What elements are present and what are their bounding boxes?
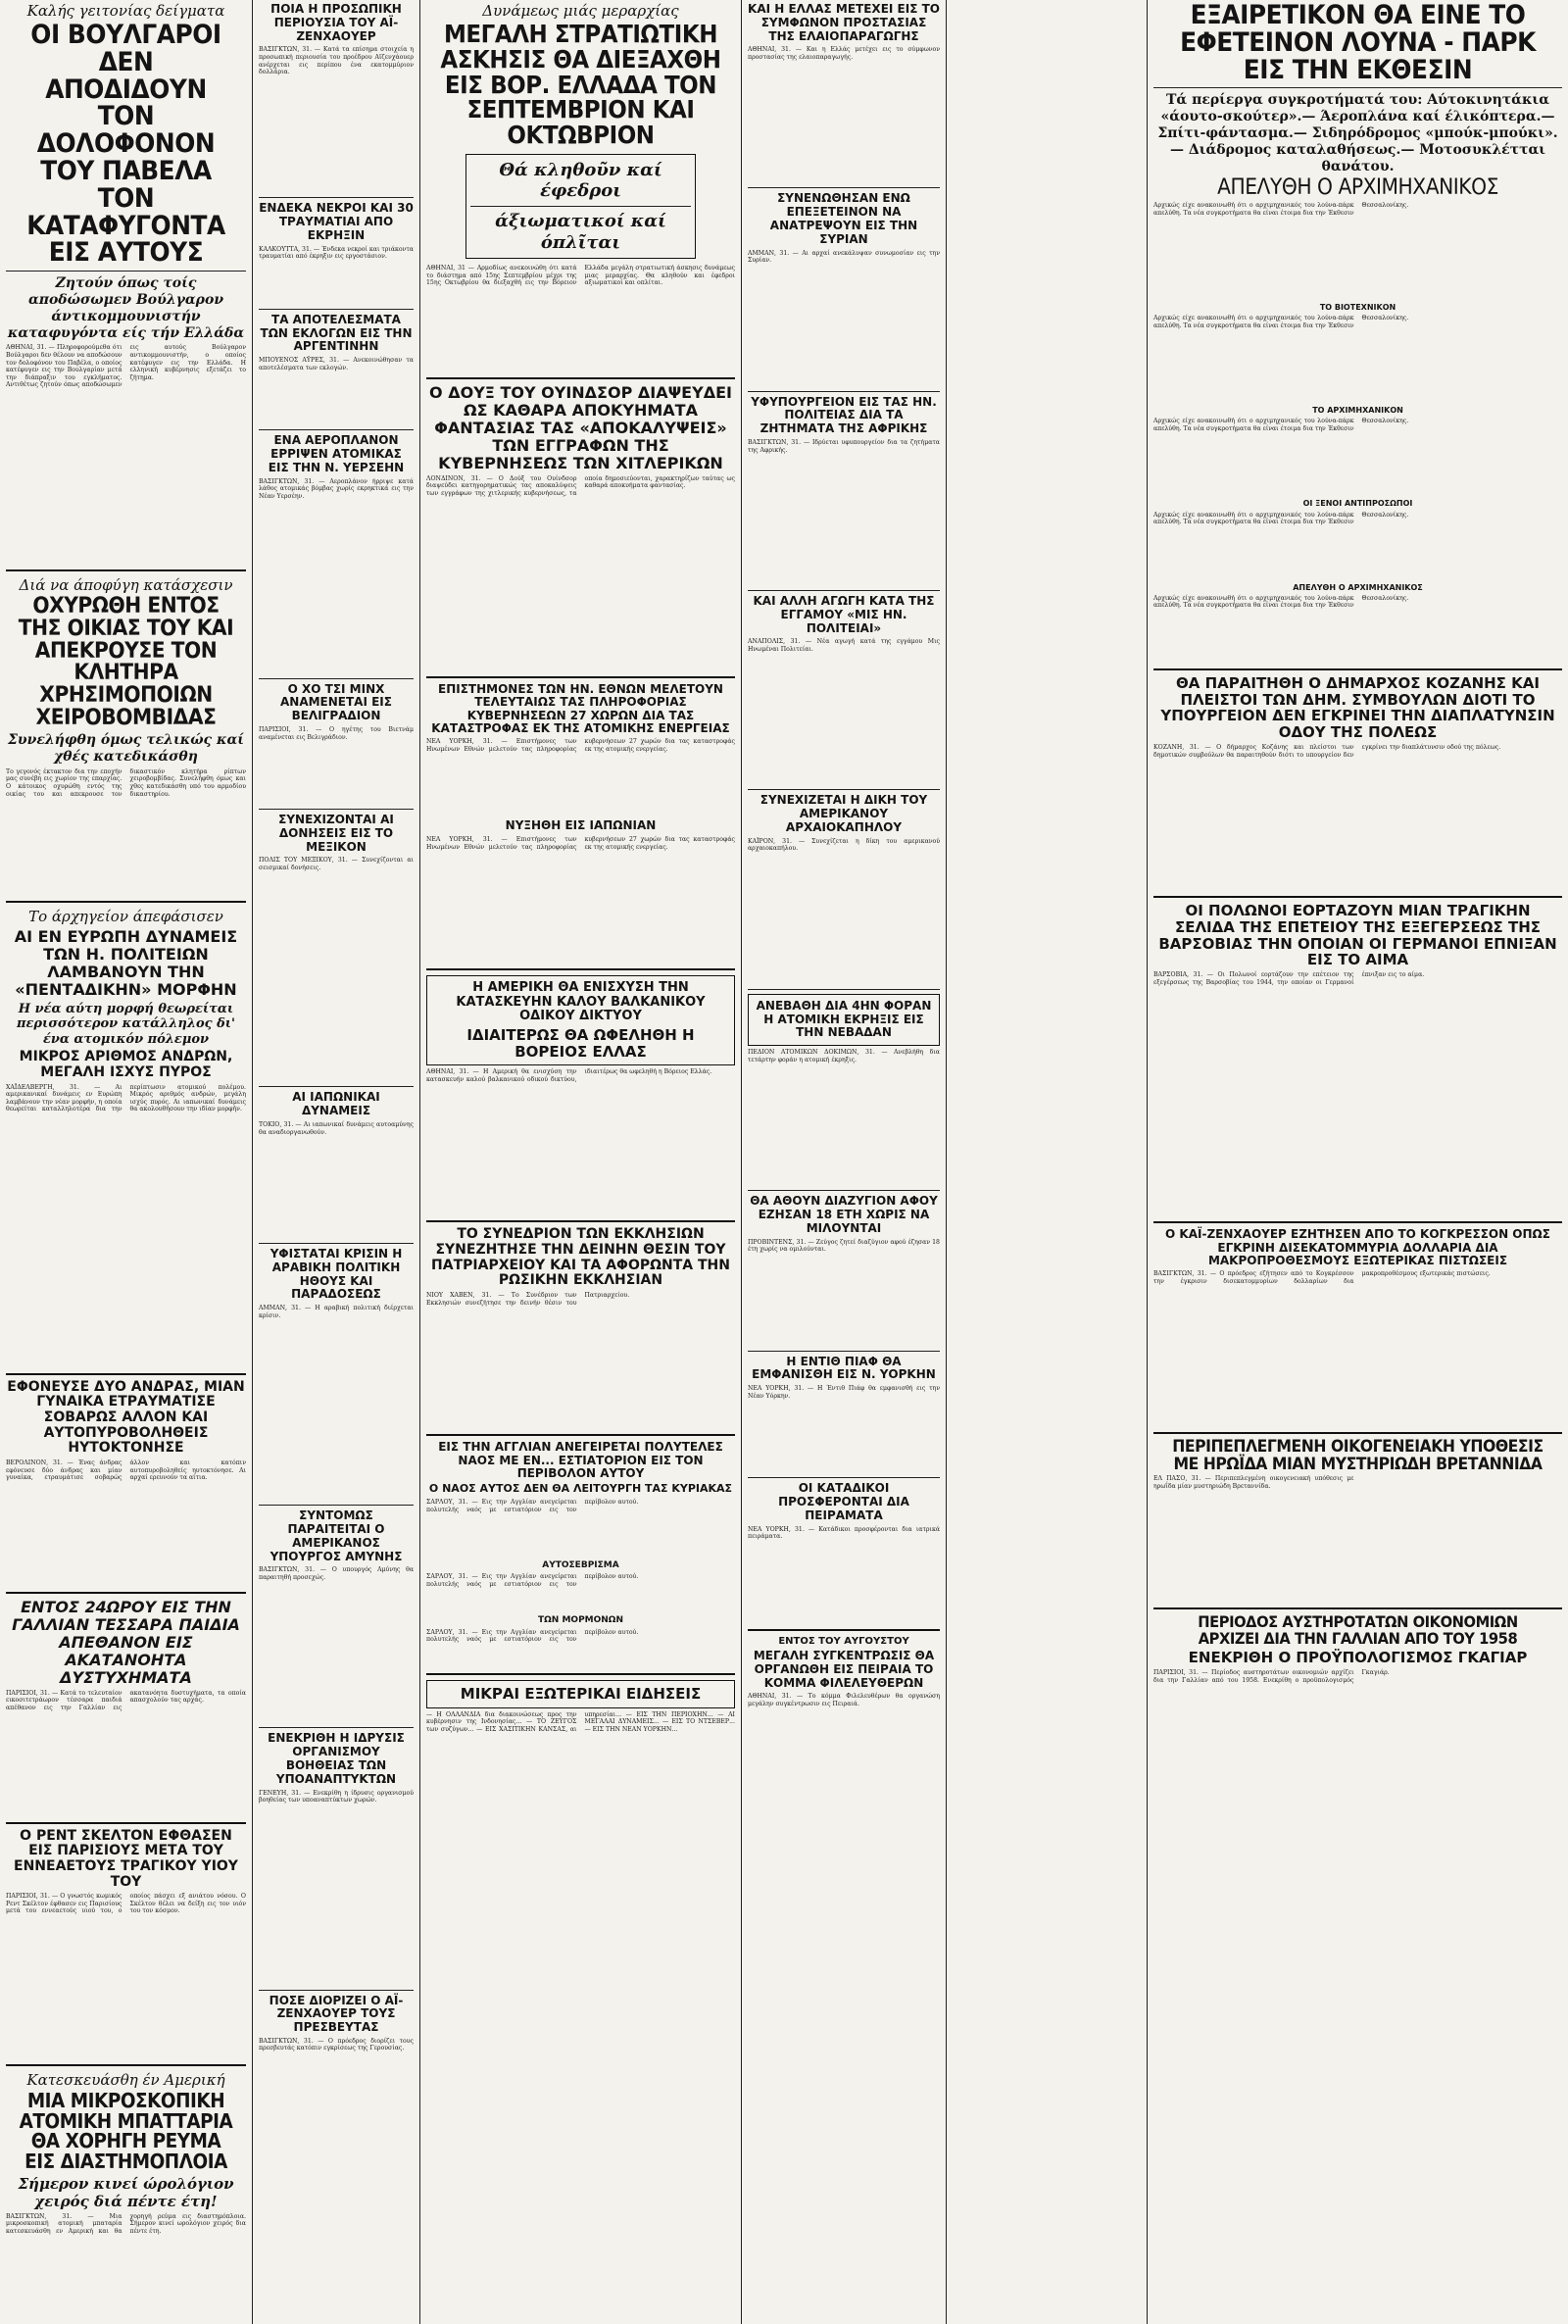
article-body: ΒΑΡΣΟΒΙΑ, 31. — Οι Πολωνοί εορτάζουν την επέτειον της εξεγέρσεως της Βαρσοβίας του 1944, την οποίαν οι Γερμανοί έπνιξαν εις το αίμα.	[1153, 971, 1425, 986]
headline-kozani-mayor: ΘΑ ΠΑΡΑΙΤΗΘΗ Ο ΔΗΜΑΡΧΟΣ ΚΟΖΑΝΗΣ ΚΑΙ ΠΛΕΙΣΤΟΙ ΤΩΝ ΔΗΜ. ΣΥΜΒΟΥΛΩΝ ΔΙΟΤΙ ΤΟ ΥΠΟΥΡΓΕΙΟΝ ΔΕΝ ΕΓΚΡΙΝΕΙ ΤΗΝ ΔΙΑΠΛΑΤΥΝΣΙΝ ΟΔΟΥ ΤΗΣ ΠΟΛΕΩΣ	[1160, 673, 1555, 742]
article-subhead: ΙΔΙΑΙΤΕΡΩΣ ΘΑ ΩΦΕΛΗΘΗ Η ΒΟΡΕΙΟΣ ΕΛΛΑΣ	[466, 1025, 695, 1061]
headline: ΚΑΙ ΑΛΛΗ ΑΓΩΓΗ ΚΑΤΑ ΤΗΣ ΕΓΓΑΜΟΥ «ΜΙΣ ΗΝ. ΠΟΛΙΤΕΙΑΙ»	[753, 593, 935, 635]
headline-france-children: ΕΝΤΟΣ 24ΩΡΟΥ ΕΙΣ ΤΗΝ ΓΑΛΛΙΑΝ ΤΕΣΣΑΡΑ ΠΑΙΔΙΑ ΑΠΕΘΑΝΟΝ ΕΙΣ ΑΚΑΤΑΝΟΗΤΑ ΔΥΣΤΥΧΗΜΑΤΑ	[12, 1598, 240, 1687]
article-body: ΒΑΣΙΓΚΤΩΝ, 31. — Κατά τα επίσημα στοιχεία η προσωπική περιουσία του προέδρου Αϊζενχάουερ ανέρχεται εις περίπου ένα εκατομμύριον δολλάρια.	[259, 46, 414, 76]
headline: Ο ΧΟ ΤΣΙ ΜΙΝΧ ΑΝΑΜΕΝΕΤΑΙ ΕΙΣ ΒΕΛΙΓΡΑΔΙΟΝ	[280, 681, 392, 723]
article-body: ΧΑΪΔΕΛΒΕΡΓΗ, 31. — Αι αμερικανικαί δυνάμεις εν Ευρώπη λαμβάνουν την νέαν μορφήν, η οποία θεωρείται καταλληλοτέρα δια την περίπτωσιν ατομικού πολέμου. Μικρός αριθμός ανδρών, μεγάλη ισχύς πυρός. Αι ιαπωνικαί δυνάμεις θα ακολουθήσουν την ιδίαν μορφήν.	[6, 1083, 246, 1113]
article-subhead: ΤΟ ΒΙΟΤΕΧΝΙΚΟΝ	[1319, 303, 1396, 313]
headline: ΕΝΕΚΡΙΘΗ Η ΙΔΡΥΣΙΣ ΟΡΓΑΝΙΣΜΟΥ ΒΟΗΘΕΙΑΣ ΤΩΝ ΥΠΟΑΝΑΠΤΥΚΤΩΝ	[268, 1731, 405, 1786]
article-body: ΑΘΗΝΑΙ, 31. — Η Αμερική θα ενισχύση την κατασκευήν καλού βαλκανικού οδικού δικτύου, ιδιαιτέρως θα ωφεληθή η Βόρειος Ελλάς.	[426, 1068, 712, 1084]
article-body: ΚΑΛΚΟΥΤΤΑ, 31. — Ένδεκα νεκροί και τριάκοντα τραυματίαι από έκρηξιν εις εργοστάσιον.	[259, 245, 414, 261]
headline-foreign-news: ΜΙΚΡΑΙ ΕΞΩΤΕΡΙΚΑΙ ΕΙΔΗΣΕΙΣ	[460, 1684, 702, 1703]
headline: ΑΙ ΙΑΠΩΝΙΚΑΙ ΔΥΝΑΜΕΙΣ	[292, 1090, 380, 1118]
headline-atomic-battery: ΜΙΑ ΜΙΚΡΟΣΚΟΠΙΚΗ ΑΤΟΜΙΚΗ ΜΠΑΤΤΑΡΙΑ ΘΑ ΧΟΡΗΓΗ ΡΕΥΜΑ ΕΙΣ ΔΙΑΣΤΗΜΟΠΛΟΙΑ	[19, 2089, 233, 2173]
article-subhead: ΝΥΞΗΘΗ ΕΙΣ ΙΑΠΩΝΙΑΝ	[505, 818, 657, 833]
article-body: Αρχικώς είχε ανακοινωθή ότι ο αρχιμηχανικός του λούνα-πάρκ απελύθη. Τα νέα συγκροτήματα θα είναι έτοιμα δια την Έκθεσιν Θεσσαλονίκης.	[1153, 594, 1409, 610]
article-subhead: ΟΙ ΞΕΝΟΙ ΑΝΤΙΠΡΟΣΩΠΟΙ	[1302, 499, 1413, 509]
headline-un-scientists: ΕΠΙΣΤΗΜΟΝΕΣ ΤΩΝ ΗΝ. ΕΘΝΩΝ ΜΕΛΕΤΟΥΝ ΤΕΛΕΥΤΑΙΩΣ ΤΑΣ ΠΛΗΡΟΦΟΡΙΑΣ ΚΥΒΕΡΝΗΣΕΩΝ 27 ΧΩΡΩΝ ΔΙΑ ΤΑΣ ΚΑΤΑΣΤΡΟΦΑΣ ΕΚ ΤΗΣ ΑΤΟΜΙΚΗΣ ΕΝΕΡΓΕΙΑΣ	[431, 681, 730, 735]
article-subhead: ΕΝΕΚΡΙΘΗ Ο ΠΡΟΫΠΟΛΟΓΙΣΜΟΣ ΓΚΑΓΙΑΡ	[1188, 1649, 1528, 1667]
article-subhead: ΤΩΝ ΜΟΡΜΟΝΩΝ	[538, 1615, 623, 1626]
article-body: ΠΑΡΙΣΙΟΙ, 31. — Περίοδος αυστηροτάτων οικονομιών αρχίζει δια την Γαλλίαν από του 1958. Ενεκρίθη ο προϋπολογισμός Γκαγιάρ.	[1153, 1669, 1390, 1684]
article-body: ΜΠΟΥΕΝΟΣ ΑΫΡΕΣ, 31. — Ανεκοινώθησαν τα αποτελέσματα των εκλογών.	[259, 357, 414, 371]
article-deck: Σήμερον κινεί ώρολόγιον χειρός διά πέντε έτη!	[18, 2174, 234, 2210]
headline: ΜΕΓΑΛΗ ΣΥΓΚΕΝΤΡΩΣΙΣ ΘΑ ΟΡΓΑΝΩΘΗ ΕΙΣ ΠΕΙΡΑΙΑ ΤΟ ΚΟΜΜΑ ΦΙΛΕΛΕΥΘΕΡΩΝ	[753, 1649, 935, 1690]
article-deck: Τά περίεργα συγκροτήματά του: Αύτοκινητάκια «άουτο-σκούτερ».— Άεροπλάνα καί έλικόπτερα.— Σπίτι-φάντασμα.— Σιδηρόδρομος «μπούκ-μπούκι».— Διάδρομος καταλαθήσεως.— Μοτοσυκλέτται θανάτου.	[1157, 92, 1558, 174]
article-body: ΣΑΡΛΟΥ, 31. — Εις την Αγγλίαν ανεγείρεται πολυτελής ναός με εστιατόριον εις τον περίβολον αυτού.	[426, 1628, 639, 1644]
headline: ΕΝΑ ΑΕΡΟΠΛΑΝΟΝ ΕΡΡΙΨΕΝ ΑΤΟΜΙΚΑΣ ΕΙΣ ΤΗΝ Ν. ΥΕΡΣΕΗΝ	[268, 433, 405, 474]
article-body: ΒΑΣΙΓΚΤΩΝ, 31. — Ο πρόεδρος διορίζει τους πρεσβευτάς κατόπιν εγκρίσεως της Γερουσίας.	[259, 2037, 414, 2052]
article-subhead: ΑΠΕΛΥΘΗ Ο ΑΡΧΙΜΗΧΑΝΙΚΟΣ	[1293, 582, 1423, 592]
headline-us-forces: ΑΙ ΕΝ ΕΥΡΩΠΗ ΔΥΝΑΜΕΙΣ ΤΩΝ Η. ΠΟΛΙΤΕΙΩΝ ΛΑΜΒΑΝΟΥΝ ΤΗΝ «ΠΕΝΤΑΔΙΚΗΝ» ΜΟΡΦΗΝ	[14, 926, 238, 999]
article-body: Αρχικώς είχε ανακοινωθή ότι ο αρχιμηχανικός του λούνα-πάρκ απελύθη. Τα νέα συγκροτήματα θα είναι έτοιμα δια την Έκθεσιν Θεσσαλονίκης.	[1153, 418, 1409, 432]
headline: ΤΑ ΑΠΟΤΕΛΕΣΜΑΤΑ ΤΩΝ ΕΚΛΟΓΩΝ ΕΙΣ ΤΗΝ ΑΡΓΕΝΤΙΝΗΝ	[260, 312, 413, 354]
article-body: Το γεγονός έκτακτον δια την εποχήν μας συνέβη εις χωρίον της επαρχίας. Ο κάτοικος οχυρώθη εντός της οικίας του και απεκρουσε τον δικαστικόν κλητήρα ρίπτων χειροβομβίδας. Συνελήφθη όμως και χθες κατεδικάσθη υπό του αρμοδίου δικαστηρίου.	[6, 767, 246, 798]
headline: ΥΦΥΠΟΥΡΓΕΙΟΝ ΕΙΣ ΤΑΣ ΗΝ. ΠΟΛΙΤΕΙΑΣ ΔΙΑ ΤΑ ΖΗΤΗΜΑΤΑ ΤΗΣ ΑΦΡΙΚΗΣ	[751, 394, 937, 436]
column-3	[420, 0, 741, 2324]
headline: ΣΥΝΕΧΙΖΟΝΤΑΙ ΑΙ ΔΟΝΗΣΕΙΣ ΕΙΣ ΤΟ ΜΕΞΙΚΟΝ	[278, 812, 394, 854]
headline: ΚΑΙ Η ΕΛΛΑΣ ΜΕΤΕΧΕΙ ΕΙΣ ΤΟ ΣΥΜΦΩΝΟΝ ΠΡΟΣΤΑΣΙΑΣ ΤΗΣ ΕΛΑΙΟΠΑΡΑΓΩΓΗΣ	[748, 2, 940, 43]
headline-family-case: ΠΕΡΙΠΕΠΛΕΓΜΕΝΗ ΟΙΚΟΓΕΝΕΙΑΚΗ ΥΠΟΘΕΣΙΣ ΜΕ ΗΡΩΪΔΑ ΜΙΑΝ ΜΥΣΤΗΡΙΩΔΗ ΒΡΕΤΑΝΝΙΔΑ	[1172, 1437, 1544, 1474]
headline-church-restaurant: ΕΙΣ ΤΗΝ ΑΓΓΛΙΑΝ ΑΝΕΓΕΙΡΕΤΑΙ ΠΟΛΥΤΕΛΕΣ ΝΑΟΣ ΜΕ ΕΝ... ΕΣΤΙΑΤΟΡΙΟΝ ΕΙΣ ΤΟΝ ΠΕΡΙΒΟΛΟΝ ΑΥΤΟΥ	[438, 1440, 723, 1480]
article-body: — Η ΟΛΛΑΝΔΙΑ δια διακοινώσεως προς την κυβέρνησιν της Ινδονησίας... — ΤΟ ΖΕΥΓΟΣ των συζύγων... — ΕΙΣ ΧΑΣΙΤΙΚΗΝ ΚΑΝΣΑΣ, αι υπηρεσίαι... — ΕΙΣ ΤΗΝ ΠΕΡΙΟΧΗΝ... — ΑΙ ΜΕΓΑΛΑΙ ΔΥΝΑΜΕΙΣ... — ΕΙΣ ΤΟ ΝΤΣΕΒΕΡ... — ΕΙΣ ΤΗΝ ΝΕΑΝ ΥΟΡΚΗΝ...	[426, 1710, 735, 1733]
article-body: ΠΕΔΙΟΝ ΑΤΟΜΙΚΩΝ ΔΟΚΙΜΩΝ, 31. — Ανεβλήθη δια τετάρτην φοράν η ατομική έκρηξις.	[748, 1049, 940, 1063]
headline: ΕΝΔΕΚΑ ΝΕΚΡΟΙ ΚΑΙ 30 ΤΡΑΥΜΑΤΙΑΙ ΑΠΟ ΕΚΡΗΞΙΝ	[259, 201, 414, 242]
article-body: ΣΑΡΛΟΥ, 31. — Εις την Αγγλίαν ανεγείρεται πολυτελής ναός με εστιατόριον εις τον περίβολον αυτού.	[426, 1573, 639, 1589]
article-body: ΠΟΛΙΣ ΤΟΥ ΜΕΞΙΚΟΥ, 31. — Συνεχίζονται αι σεισμικαί δονήσεις.	[259, 857, 414, 871]
headline-france-economies: ΠΕΡΙΟΔΟΣ ΑΥΣΤΗΡΟΤΑΤΩΝ ΟΙΚΟΝΟΜΙΩΝ ΑΡΧΙΖΕΙ ΔΙΑ ΤΗΝ ΓΑΛΛΙΑΝ ΑΠΟ ΤΟΥ 1958	[1198, 1612, 1518, 1648]
article-body: ΝΕΑ ΥΟΡΚΗ, 31. — Επιστήμονες των Ηνωμένων Εθνών μελετούν τας πληροφορίας κυβερνήσεων 27 χωρών δια τας καταστροφάς εκ της ατομικής ενεργείας.	[426, 836, 735, 851]
headline: ΟΙ ΚΑΤΑΔΙΚΟΙ ΠΡΟΣΦΕΡΟΝΤΑΙ ΔΙΑ ΠΕΙΡΑΜΑΤΑ	[778, 1481, 909, 1522]
article-body: ΝΕΑ ΥΟΡΚΗ, 31. — Επιστήμονες των Ηνωμένων Εθνών μελετούν τας πληροφορίας κυβερνήσεων 27 χωρών δια τας καταστροφάς εκ της ατομικής ενεργείας.	[426, 738, 735, 753]
article-body: ΠΑΡΙΣΙΟΙ, 31. — Κατά το τελευταίον εικοσιτετράωρον τέσσαρα παιδιά απέθανον εις την Γαλλίαν εις ακατανόητα δυστυχήματα, τα οποία απασχολούν τας αρχάς.	[6, 1689, 246, 1711]
headline: ΠΟΣΕ ΔΙΟΡΙΖΕΙ Ο ΑΪ-ΖΕΝΧΑΟΥΕΡ ΤΟΥΣ ΠΡΕΣΒΕΥΤΑΣ	[269, 1993, 404, 2035]
article-body: ΓΕΝΕΥΗ, 31. — Ενεκρίθη η ίδρυσις οργανισμού βοηθείας των υποαναπτύκτων χωρών.	[259, 1789, 414, 1805]
article-body: ΑΘΗΝΑΙ, 31. — Πληροφορούμεθα ότι Βούλγαροι δεν θέλουν να αποδώσουν τον δολοφόνον του Παβέλα, ο οποίος κατέφυγεν εις την Βουλγαρίαν μετά την διάπραξιν του εγκλήματος. Αντιθέτως ζητούν όπως αποδώσωμεν εις αυτούς Βούλγαρον αντικομμουνιστήν, ο οποίος κατέφυγεν εις την Ελλάδα. Η ελληνική κυβέρνησις εξετάζει το ζήτημα.	[6, 344, 246, 389]
article-body: ΑΜΜΑΝ, 31. — Η αραβική πολιτική διέρχεται κρίσιν.	[259, 1305, 414, 1319]
headline-luna-park: ΕΞΑΙΡΕΤΙΚΟΝ ΘΑ ΕΙΝΕ ΤΟ ΕΦΕΤΕΙΝΟΝ ΛΟΥΝΑ - ΠΑΡΚ ΕΙΣ ΤΗΝ ΕΚΘΕΣΙΝ	[1180, 0, 1536, 85]
article-body: ΒΑΣΙΓΚΤΩΝ, 31. — Αεροπλάνον ήρριψε κατά λάθος ατομικάς βόμβας χωρίς εκρηκτικά εις την Νέαν Υερσέην.	[259, 477, 414, 500]
headline: ΑΝΕΒΑΘΗ ΔΙΑ 4ΗΝ ΦΟΡΑΝ Η ΑΤΟΜΙΚΗ ΕΚΡΗΞΙΣ ΕΙΣ ΤΗΝ ΝΕΒΑΔΑΝ	[756, 998, 932, 1040]
headline-eisenhower-congress: Ο ΚΑΪ-ΖΕΝΧΑΟΥΕΡ ΕΖΗΤΗΣΕΝ ΑΠΟ ΤΟ ΚΟΓΚΡΕΣΣΟΝ ΟΠΩΣ ΕΓΚΡΙΝΗ ΔΙΣΕΚΑΤΟΜΜΥΡΙΑ ΔΟΛΛΑΡΙΑ ΔΙΑ ΜΑΚΡΟΠΡΟΘΕΣΜΟΥΣ ΕΞΩΤΕΡΙΚΑΣ ΠΙΣΤΩΣΕΙΣ	[1165, 1227, 1550, 1268]
article-deck: άξιωματικοί καί όπλῖται	[495, 210, 666, 253]
article-deck: Η νέα αύτη μορφή θεωρείται περισσότερον κατάλληλος δι' ένα ατομικόν πόλεμον	[16, 1001, 236, 1047]
column-2	[253, 0, 419, 2324]
headline-churches-congress: ΤΟ ΣΥΝΕΔΡΙΟΝ ΤΩΝ ΕΚΚΛΗΣΙΩΝ ΣΥΝΕΖΗΤΗΣΕ ΤΗΝ ΔΕΙΝΗΝ ΘΕΣΙΝ ΤΟΥ ΠΑΤΡΙΑΡΧΕΙΟΥ ΚΑΙ ΤΑ ΑΦΟΡΩΝΤΑ ΤΗΝ ΡΩΣΙΚΗΝ ΕΚΚΛΗΣΙΑΝ	[431, 1226, 730, 1289]
article-body: Αρχικώς είχε ανακοινωθή ότι ο αρχιμηχανικός του λούνα-πάρκ απελύθη. Τα νέα συγκροτήματα θα είναι έτοιμα δια την Έκθεσιν Θεσσαλονίκης.	[1153, 511, 1409, 526]
article-body: ΒΑΣΙΓΚΤΩΝ, 31. — Ο υπουργός Αμύνης θα παραιτηθή προσεχώς.	[259, 1566, 414, 1581]
article-body: ΠΑΡΙΣΙΟΙ, 31. — Ο ηγέτης του Βιετνάμ αναμένεται εις Βελιγράδιον.	[259, 725, 414, 741]
headline: ΣΥΝΕΧΙΖΕΤΑΙ Η ΔΙΚΗ ΤΟΥ ΑΜΕΡΙΚΑΝΟΥ ΑΡΧΑΙΟΚΑΠΗΛΟΥ	[760, 793, 928, 834]
article-subhead: ΜΙΚΡΟΣ ΑΡΙΘΜΟΣ ΑΝΔΡΩΝ, ΜΕΓΑΛΗ ΙΣΧΥΣ ΠΥΡΟΣ	[19, 1049, 233, 1080]
article-body: ΕΛ ΠΑΣΟ, 31. — Περιπεπλεγμένη οικογενειακή υπόθεσις με ηρωΐδα μίαν μυστηριώδη Βρεταννίδα.	[1153, 1475, 1354, 1491]
article-body: ΝΕΑ ΥΟΡΚΗ, 31. — Η Έντιθ Πιάφ θα εμφανισθή εις την Νέαν Υόρκην.	[748, 1385, 940, 1400]
headline-murders: ΕΦΟΝΕΥΣΕ ΔΥΟ ΑΝΔΡΑΣ, ΜΙΑΝ ΓΥΝΑΙΚΑ ΕΤΡΑΥΜΑΤΙΣΕ ΣΟΒΑΡΩΣ ΑΛΛΟΝ ΚΑΙ ΑΥΤΟΠΥΡΟΒΟΛΗΘΕΙΣ ΗΥΤΟΚΤΟΝΗΣΕ	[7, 1378, 245, 1457]
headline-bulgarians: ΟΙ ΒΟΥΛΓΑΡΟΙ ΔΕΝ ΑΠΟΔΙΔΟΥΝ ΤΟΝ ΔΟΛΟΦΟΝΟΝ ΤΟΥ ΠΑΒΕΛΑ ΤΟΝ ΚΑΤΑΦΥΓΟΝΤΑ ΕΙΣ ΑΥΤΟΥΣ	[26, 20, 225, 269]
article-deck: Ζητούν όπως τοίς αποδώσωμεν Βούλγαρον άντικομμουνιστήν καταφυγόντα είς τήν Ελλάδα	[7, 275, 245, 341]
article-body: ΒΑΣΙΓΚΤΩΝ, 31. — Ιδρύεται υφυπουργείον δια τα ζητήματα της Αφρικής.	[748, 438, 940, 454]
article-kicker: Καλής γειτονίας δείγματα	[26, 2, 225, 20]
article-body: ΑΘΗΝΑΙ, 31. — Το κόμμα Φιλελευθέρων θα οργανώση μεγάλην συγκέντρωσιν εις Πειραιά.	[748, 1693, 940, 1707]
headline-fortified-house: ΟΧΥΡΩΘΗ ΕΝΤΟΣ ΤΗΣ ΟΙΚΙΑΣ ΤΟΥ ΚΑΙ ΑΠΕΚΡΟΥΣΕ ΤΟΝ ΚΛΗΤΗΡΑ ΧΡΗΣΙΜΟΠΟΙΩΝ ΧΕΙΡΟΒΟΜΒΙΔΑΣ	[18, 594, 234, 730]
headline: ΣΥΝΤΟΜΩΣ ΠΑΡΑΙΤΕΙΤΑΙ Ο ΑΜΕΡΙΚΑΝΟΣ ΥΠΟΥΡΓΟΣ ΑΜΥΝΗΣ	[270, 1508, 403, 1563]
headline: ΣΥΝΕΝΩΘΗΣΑΝ ΕΝΩ ΕΠΕΞΕΤΕΙΝΟΝ ΝΑ ΑΝΑΤΡΕΨΟΥΝ ΕΙΣ ΤΗΝ ΣΥΡΙΑΝ	[769, 191, 918, 246]
article-kicker: Κατεσκευάσθη έν Αμερική	[26, 2071, 225, 2090]
headline-military-exercise: ΜΕΓΑΛΗ ΣΤΡΑΤΙΩΤΙΚΗ ΑΣΚΗΣΙΣ ΘΑ ΔΙΕΞΑΧΘΗ ΕΙΣ ΒΟΡ. ΕΛΛΑΔΑ ΤΟΝ ΣΕΠΤΕΜΒΡΙΟΝ ΚΑΙ ΟΚΤΩΒΡΙΟΝ	[440, 20, 721, 149]
column-1	[0, 0, 252, 2324]
article-kicker: Δυνάμεως μιάς μεραρχίας	[482, 2, 679, 20]
article-body: ΚΑΪΡΟΝ, 31. — Συνεχίζεται η δίκη του αμερικανού αρχαιοκαπήλου.	[748, 837, 940, 853]
article-body: ΠΡΟΒΙΝΤΕΝΣ, 31. — Ζεύγος ζητεί διαζύγιον αφού έζησαν 18 έτη χωρίς να ομιλούνται.	[748, 1238, 940, 1254]
article-body: Αρχικώς είχε ανακοινωθή ότι ο αρχιμηχανικός του λούνα-πάρκ απελύθη. Τα νέα συγκροτήματα θα είναι έτοιμα δια την Έκθεσιν Θεσσαλονίκης.	[1153, 202, 1409, 217]
article-deck: Θά κληθοῦν καί έφεδροι	[499, 159, 662, 202]
article-body: ΑΜΜΑΝ, 31. — Αι αρχαί ανεκάλυψαν συνωμοσίαν εις την Συρίαν.	[748, 249, 940, 265]
article-body: ΛΟΝΔΙΝΟΝ, 31. — Ο Δούξ του Ουίνδσορ διαψεύδει κατηγορηματικώς τας αποκαλύψεις των εγγράφων της χιτλερικής κυβερνήσεως, τα οποία δημοσιεύονται, χαρακτηρίζων ταύτας ως καθαρά αποκυήματα φαντασίας.	[426, 474, 735, 497]
article-body: ΤΟΚΙΟ, 31. — Αι ιαπωνικαί δυνάμεις αυτοαμύνης θα αναδιοργανωθούν.	[259, 1120, 414, 1136]
headline: ΥΦΙΣΤΑΤΑΙ ΚΡΙΣΙΝ Η ΑΡΑΒΙΚΗ ΠΟΛΙΤΙΚΗ ΗΘΟΥΣ ΚΑΙ ΠΑΡΑΔΟΣΕΩΣ	[270, 1246, 403, 1302]
article-body: ΠΑΡΙΣΙΟΙ, 31. — Ο γνωστός κωμικός Ρεντ Σκέλτον έφθασεν εις Παρισίους μετά του εννεαετούς υιού του, ο οποίος πάσχει εξ ανιάτου νόσου. Ο Σκέλτον θέλει να δείξη εις τον υιόν του τον κόσμον.	[6, 1893, 246, 1915]
headline-duke-windsor: Ο ΔΟΥΞ ΤΟΥ ΟΥΙΝΔΣΟΡ ΔΙΑΨΕΥΔΕΙ ΩΣ ΚΑΘΑΡΑ ΑΠΟΚΥΗΜΑΤΑ ΦΑΝΤΑΣΙΑΣ ΤΑΣ «ΑΠΟΚΑΛΥΨΕΙΣ» ΤΩΝ ΕΓΓΡΑΦΩΝ ΤΗΣ ΚΥΒΕΡΝΗΣΕΩΣ ΤΩΝ ΧΙΤΛΕΡΙΚΩΝ	[429, 383, 732, 472]
headline-red-skelton: Ο ΡΕΝΤ ΣΚΕΛΤΟΝ ΕΦΘΑΣΕΝ ΕΙΣ ΠΑΡΙΣΙΟΥΣ ΜΕΤΑ ΤΟΥ ΕΝΝΕΑΕΤΟΥΣ ΤΡΑΓΙΚΟΥ ΥΙΟΥ ΤΟΥ	[14, 1827, 238, 1890]
article-deck: Συνελήφθη όμως τελικώς καί χθές κατεδικάσθη	[8, 732, 244, 766]
article-subhead: ΑΥΤΟΣΕΒΡΙΣΜΑ	[542, 1560, 619, 1571]
article-kicker: Το άρχηγείον άπεφάσισεν	[28, 907, 223, 925]
article-body: ΝΙΟΥ ΧΑΒΕΝ, 31. — Το Συνέδριον των Εκκλησιών συνεζήτησε την δεινήν θέσιν του Πατριαρχείου.	[426, 1292, 630, 1307]
article-kicker: Διά να άποφύγη κατάσχεσιν	[19, 576, 233, 595]
article-body: ΣΑΡΛΟΥ, 31. — Εις την Αγγλίαν ανεγείρεται πολυτελής ναός με εστιατόριον εις τον περίβολον αυτού.	[426, 1499, 639, 1513]
article-subhead: Ο ΝΑΟΣ ΑΥΤΟΣ ΔΕΝ ΘΑ ΛΕΙΤΟΥΡΓΗ ΤΑΣ ΚΥΡΙΑΚΑΣ	[428, 1482, 733, 1496]
article-body: ΒΑΣΙΓΚΤΩΝ, 31. — Μια μικροσκοπική ατομική μπαταρία κατεσκευάσθη εν Αμερική και θα χορηγή ρεύμα εις διαστημόπλοια. Σήμερον κινεί ωρολόγιον χειρός δια πέντε έτη.	[6, 2212, 246, 2235]
headline-chief-engineer: ΑΠΕΛΥΘΗ Ο ΑΡΧΙΜΗΧΑΝΙΚΟΣ	[1217, 175, 1498, 201]
column-5	[1148, 0, 1568, 2324]
headline-poles-warsaw: ΟΙ ΠΟΛΩΝΟΙ ΕΟΡΤΑΖΟΥΝ ΜΙΑΝ ΤΡΑΓΙΚΗΝ ΣΕΛΙΔΑ ΤΗΣ ΕΠΕΤΕΙΟΥ ΤΗΣ ΕΞΕΓΕΡΣΕΩΣ ΤΗΣ ΒΑΡΣΟΒΙΑΣ ΤΗΝ ΟΠΟΙΑΝ ΟΙ ΓΕΡΜΑΝΟΙ ΕΠΝΙΞΑΝ ΕΙΣ ΤΟ ΑΙΜΑ	[1158, 901, 1557, 969]
column-4	[742, 0, 946, 2324]
article-body: ΑΘΗΝΑΙ, 31. — Και η Ελλάς μετέχει εις το σύμφωνον προστασίας της ελαιοπαραγωγής.	[748, 46, 940, 61]
article-kicker: ΕΝΤΟΣ ΤΟΥ ΑΥΓΟΥΣΤΟΥ	[778, 1635, 909, 1647]
headline: Η ΕΝΤΙΘ ΠΙΑΦ ΘΑ ΕΜΦΑΝΙΣΘΗ ΕΙΣ Ν. ΥΟΡΚΗΝ	[752, 1354, 936, 1382]
column-rule	[946, 0, 947, 2324]
headline-balkan-roads: Η ΑΜΕΡΙΚΗ ΘΑ ΕΝΙΣΧΥΣΗ ΤΗΝ ΚΑΤΑΣΚΕΥΗΝ ΚΑΛΟΥ ΒΑΛΚΑΝΙΚΟΥ ΟΔΙΚΟΥ ΔΙΚΤΥΟΥ	[456, 980, 706, 1024]
article-body: ΒΕΡΟΛΙΝΟΝ, 31. — Ένας άνδρας εφόνευσε δύο άνδρας και μίαν γυναίκα, ετραυμάτισε σοβαρώς άλλον και κατόπιν αυτοπυροβοληθείς ηυτοκτόνησε. Αι αρχαί ερευνούν τα αίτια.	[6, 1459, 246, 1482]
headline: ΠΟΙΑ Η ΠΡΟΣΩΠΙΚΗ ΠΕΡΙΟΥΣΙΑ ΤΟΥ ΑΪ-ΖΕΝΧΑΟΥΕΡ	[270, 2, 402, 43]
article-body: ΝΕΑ ΥΟΡΚΗ, 31. — Κατάδικοι προσφέρονται δια ιατρικά πειράματα.	[748, 1525, 940, 1541]
article-body: Αρχικώς είχε ανακοινωθή ότι ο αρχιμηχανικός του λούνα-πάρκ απελύθη. Τα νέα συγκροτήματα θα είναι έτοιμα δια την Έκθεσιν Θεσσαλονίκης.	[1153, 315, 1409, 329]
article-body: ΑΘΗΝΑΙ, 31 — Αρμοδίως ανεκοινώθη ότι κατά το διάστημα από 15ης Σεπτεμβρίου μέχρι της 15ης Οκτωβρίου θα διεξαχθή εις την Βόρειον Ελλάδα μεγάλη στρατιωτική άσκησις δυνάμεως μιας μεραρχίας. Θα κληθούν και έφεδροι αξιωματικοί και οπλίται.	[426, 265, 735, 287]
article-subhead: ΤΟ ΑΡΧΙΜΗΧΑΝΙΚΟΝ	[1312, 406, 1403, 416]
article-body: ΚΟΖΑΝΗ, 31. — Ο δήμαρχος Κοζάνης και πλείστοι των δημοτικών συμβούλων θα παραιτηθούν διότι το υπουργείον δεν εγκρίνει την διαπλάτυνσιν οδού της πόλεως.	[1153, 743, 1501, 759]
article-body: ΒΑΣΙΓΚΤΩΝ, 31. — Ο πρόεδρος εζήτησεν από το Κογκρέσσον την έγκρισιν δισεκατομμυρίων δολλαρίων δια μακροπροθέσμους εξωτερικάς πιστώσεις.	[1153, 1270, 1491, 1286]
article-body: ΑΝΑΠΟΛΙΣ, 31. — Νέα αγωγή κατά της εγγάμου Μις Ηνωμέναι Πολιτείαι.	[748, 638, 940, 653]
headline: ΘΑ ΑΘΟΥΝ ΔΙΑΖΥΓΙΟΝ ΑΦΟΥ ΕΖΗΣΑΝ 18 ΕΤΗ ΧΩΡΙΣ ΝΑ ΜΙΛΟΥΝΤΑΙ	[750, 1194, 938, 1235]
